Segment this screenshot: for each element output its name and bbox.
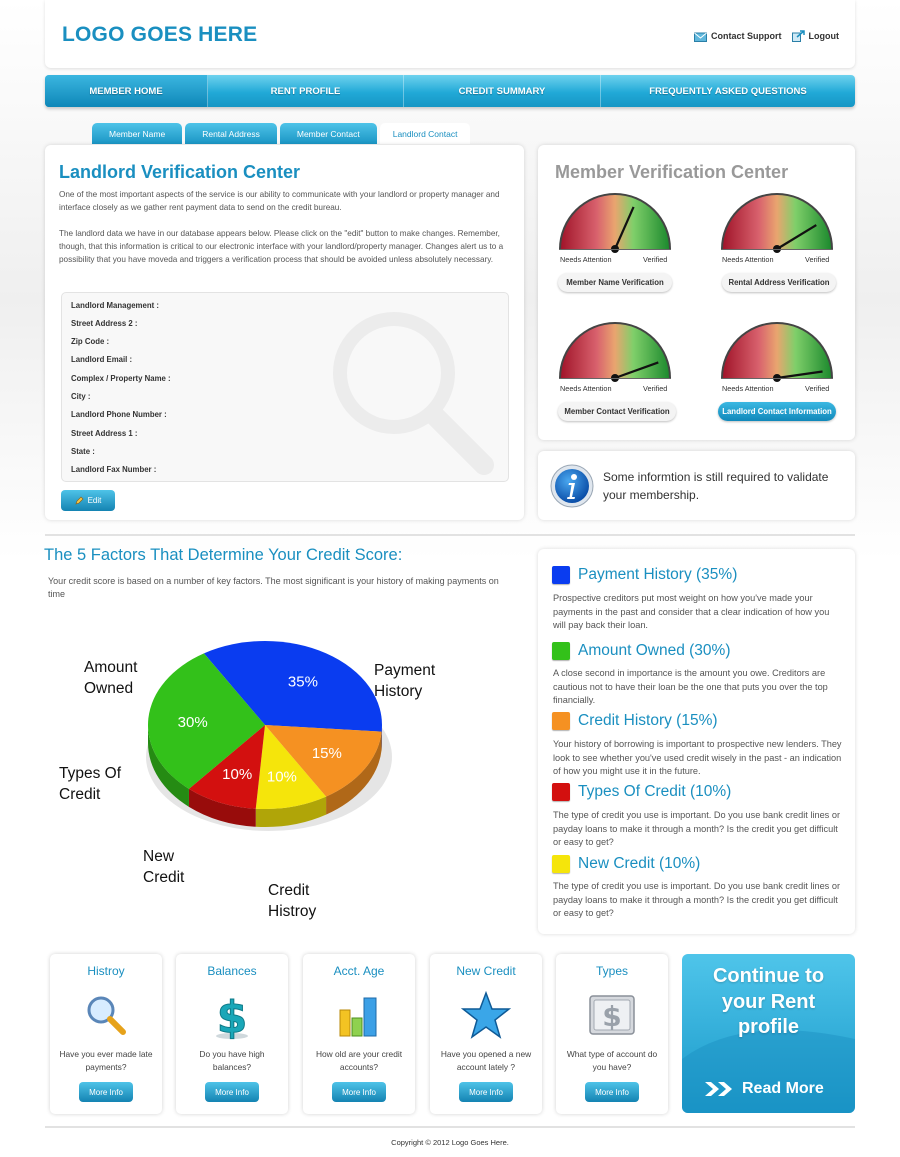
legend-text-payment: Prospective creditors put most weight on how you've made your payments in the past and consider that a clear indication of how you will pay back their loan. [553, 593, 830, 630]
pencil-icon [75, 496, 84, 505]
legend-payment-history [552, 566, 737, 584]
svg-text:$: $ [602, 1000, 622, 1033]
legend-new-credit [552, 855, 700, 873]
pie-label-credit-line2: Histroy [268, 903, 317, 920]
field-landlord-fax: Landlord Fax Number : [71, 465, 157, 474]
card-acct-age-title: Acct. Age [333, 964, 385, 978]
field-state: State : [71, 447, 95, 456]
pie-label-amount [84, 657, 137, 699]
edit-button[interactable] [61, 490, 115, 511]
tab-member-contact[interactable]: Member Contact [280, 123, 377, 144]
pie-value-label-0: 35% [287, 673, 318, 691]
card-balances-more-info-button[interactable]: More Info [205, 1082, 259, 1102]
card-types [556, 954, 668, 1114]
pie-label-new-line2: Credit [143, 869, 185, 886]
legend-swatch-yellow [552, 855, 570, 873]
legend-title-payment: Payment History (35%) [578, 566, 738, 583]
tab-landlord-contact[interactable]: Landlord Contact [380, 123, 471, 144]
pie-label-amount-line2: Owned [84, 680, 134, 697]
legend-text-amount: A close second in importance is the amount you owe. Creditors are cautious not to have their loan be the one that puts you over the top financially. [553, 668, 828, 705]
nav-rent-profile[interactable]: RENT PROFILE [208, 75, 404, 107]
field-street-address-1: Street Address 1 : [71, 429, 138, 438]
card-history-title: Histroy [87, 964, 125, 978]
factors-legend-panel [538, 549, 855, 934]
section-divider [45, 534, 855, 536]
pie-label-payment [374, 660, 435, 702]
main-nav [45, 75, 855, 107]
landlord-para-1: One of the most important aspects of the service is our ability to communicate with your landlord or property manager and interface closely as we gather rent payment data to send on the credit bureau. [59, 190, 500, 212]
landlord-description [59, 188, 509, 279]
member-verification-panel [538, 145, 855, 440]
pie-label-new-line1: New [143, 848, 175, 865]
double-arrow-icon [704, 1081, 734, 1097]
card-balances [176, 954, 288, 1114]
info-panel [538, 451, 855, 520]
bar-chart-icon [334, 990, 384, 1040]
field-landlord-phone: Landlord Phone Number : [71, 410, 167, 419]
verification-tabs [92, 123, 470, 144]
legend-title-amount: Amount Owned (30%) [578, 642, 731, 659]
legend-swatch-orange [552, 712, 570, 730]
legend-title-credit: Credit History (15%) [578, 712, 718, 729]
dollar-icon [207, 990, 257, 1040]
credit-pie-chart [125, 625, 405, 875]
member-title: Member Verification Center [555, 162, 789, 182]
factors-title: The 5 Factors That Determine Your Credit Score: [44, 546, 403, 564]
read-more-label: Read More [742, 1080, 824, 1097]
pie-label-credit [268, 880, 316, 922]
card-types-text: What type of account do you have? [566, 1049, 658, 1072]
legend-swatch-red [552, 783, 570, 801]
card-types-title: Types [595, 964, 628, 978]
card-acct-age [303, 954, 415, 1114]
logout-icon [792, 30, 805, 42]
legend-text-credit: Your history of borrowing is important to prospective new lenders. They look to see whether you've used credit wisely in the past - an indication of how you might use it in the future. [553, 739, 842, 776]
pie-value-label-1: 15% [311, 745, 342, 763]
card-history [50, 954, 162, 1114]
info-message: Some informtion is still required to validate your membership. [603, 470, 829, 502]
info-icon [550, 464, 594, 508]
header [45, 0, 855, 68]
legend-swatch-green [552, 642, 570, 660]
gauge-face [723, 195, 831, 249]
magnifier-icon [81, 990, 131, 1040]
field-street-address-2: Street Address 2 : [71, 319, 138, 328]
card-balances-title: Balances [207, 964, 257, 978]
nav-faq[interactable]: FREQUENTLY ASKED QUESTIONS [649, 85, 807, 97]
svg-text:$: $ [216, 992, 248, 1040]
gauge-needs-attention-label: Needs Attention [722, 255, 774, 264]
card-acct-age-more-info-button[interactable]: More Info [332, 1082, 386, 1102]
cta-text: Continue to your Rent profile [712, 965, 825, 1038]
pie-label-types [59, 763, 121, 805]
gauge-verified-label: Verified [643, 384, 668, 393]
pie-label-types-line2: Credit [59, 786, 101, 803]
gauge-verified-label: Verified [805, 384, 830, 393]
magnifier-watermark-icon [324, 305, 499, 475]
gauge-button-3[interactable]: Landlord Contact Information [718, 402, 836, 421]
logout-link[interactable] [792, 30, 840, 42]
card-new-credit [430, 954, 542, 1114]
card-history-text: Have you ever made late payments? [59, 1049, 153, 1072]
card-new-credit-text: Have you opened a new account lately ? [440, 1049, 532, 1072]
gauge-button-0[interactable]: Member Name Verification [558, 273, 672, 292]
pie-value-label-4: 30% [177, 713, 208, 731]
envelope-icon [694, 31, 707, 42]
gauge-needs-attention-label: Needs Attention [560, 384, 612, 393]
card-new-credit-more-info-button[interactable]: More Info [459, 1082, 513, 1102]
legend-credit-history [552, 712, 718, 730]
gauge-verified-label: Verified [643, 255, 668, 264]
legend-title-types: Types Of Credit (10%) [578, 783, 732, 800]
nav-credit-summary[interactable]: CREDIT SUMMARY [404, 75, 601, 107]
pie-label-payment-line2: History [374, 683, 423, 700]
footer-divider [45, 1126, 855, 1128]
field-landlord-email: Landlord Email : [71, 355, 133, 364]
pie-label-credit-line1: Credit [268, 882, 310, 899]
landlord-fields [61, 292, 509, 482]
tab-rental-address[interactable]: Rental Address [185, 123, 277, 144]
pie-value-label-3: 10% [222, 766, 253, 784]
contact-support-label: Contact Support [711, 31, 782, 41]
gauge-needs-attention-label: Needs Attention [560, 255, 612, 264]
star-icon [461, 990, 511, 1040]
legend-text-new: The type of credit you use is important. Do you use bank credit lines or payday loans to make it through a month? Is the credit you get difficult or easy to get? [553, 881, 840, 918]
edit-label: Edit [87, 496, 102, 505]
field-city: City : [71, 392, 91, 401]
gauge-button-1[interactable]: Rental Address Verification [722, 273, 836, 292]
gauge-face [723, 324, 831, 378]
legend-amount-owned [552, 642, 731, 660]
read-more-link[interactable] [704, 1080, 824, 1098]
contact-support-link[interactable] [694, 31, 782, 42]
landlord-title: Landlord Verification Center [59, 162, 301, 182]
tab-member-name[interactable]: Member Name [92, 123, 182, 144]
gauge-button-2[interactable]: Member Contact Verification [558, 402, 676, 421]
pie-label-amount-line1: Amount [84, 659, 138, 676]
legend-text-types: The type of credit you use is important. Do you use bank credit lines or payday loans to make it through a month? Is the credit you get difficult or easy to get? [553, 810, 840, 847]
pie-label-types-line1: Types Of [59, 765, 122, 782]
card-new-credit-title: New Credit [456, 964, 516, 978]
field-landlord-management: Landlord Management : [71, 301, 159, 310]
legend-swatch-blue [552, 566, 570, 584]
gauge-needs-attention-label: Needs Attention [722, 384, 774, 393]
pie-value-label-2: 10% [266, 768, 297, 786]
nav-member-home[interactable]: MEMBER HOME [45, 75, 208, 107]
landlord-verification-panel [45, 145, 524, 520]
logout-label: Logout [808, 31, 839, 41]
top-links [694, 30, 839, 42]
logo[interactable]: LOGO GOES HERE [62, 23, 258, 46]
gauge-face [561, 324, 669, 378]
card-acct-age-text: How old are your credit accounts? [315, 1049, 403, 1072]
landlord-para-2: The landlord data we have in our database appears below. Please click on the "edit" button to make changes. Remember, though, that this information is critical to our electronic interface with your landlord/property manager. Changes alert us to a possibility that you have moveda and triggers a verification process that should be avoided unless absolutely necessary. [59, 229, 504, 264]
copyright: Copyright © 2012 Logo Goes Here. [391, 1138, 509, 1147]
card-history-more-info-button[interactable]: More Info [79, 1082, 133, 1102]
field-property-name: Complex / Property Name : [71, 374, 171, 383]
continue-rent-profile-button[interactable] [682, 954, 855, 1113]
dollar-card-icon [587, 990, 637, 1040]
pie-label-new [143, 846, 184, 888]
pie-label-payment-line1: Payment [374, 662, 436, 679]
legend-types-of-credit [552, 783, 731, 801]
field-zip-code: Zip Code : [71, 337, 110, 346]
gauge-verified-label: Verified [805, 255, 830, 264]
card-balances-text: Do you have high balances? [199, 1049, 265, 1072]
gauge-face [561, 195, 669, 249]
legend-title-new: New Credit (10%) [578, 855, 701, 872]
card-types-more-info-button[interactable]: More Info [585, 1082, 639, 1102]
factors-subtitle: Your credit score is based on a number of key factors. The most significant is your history of making payments on time [48, 576, 499, 599]
